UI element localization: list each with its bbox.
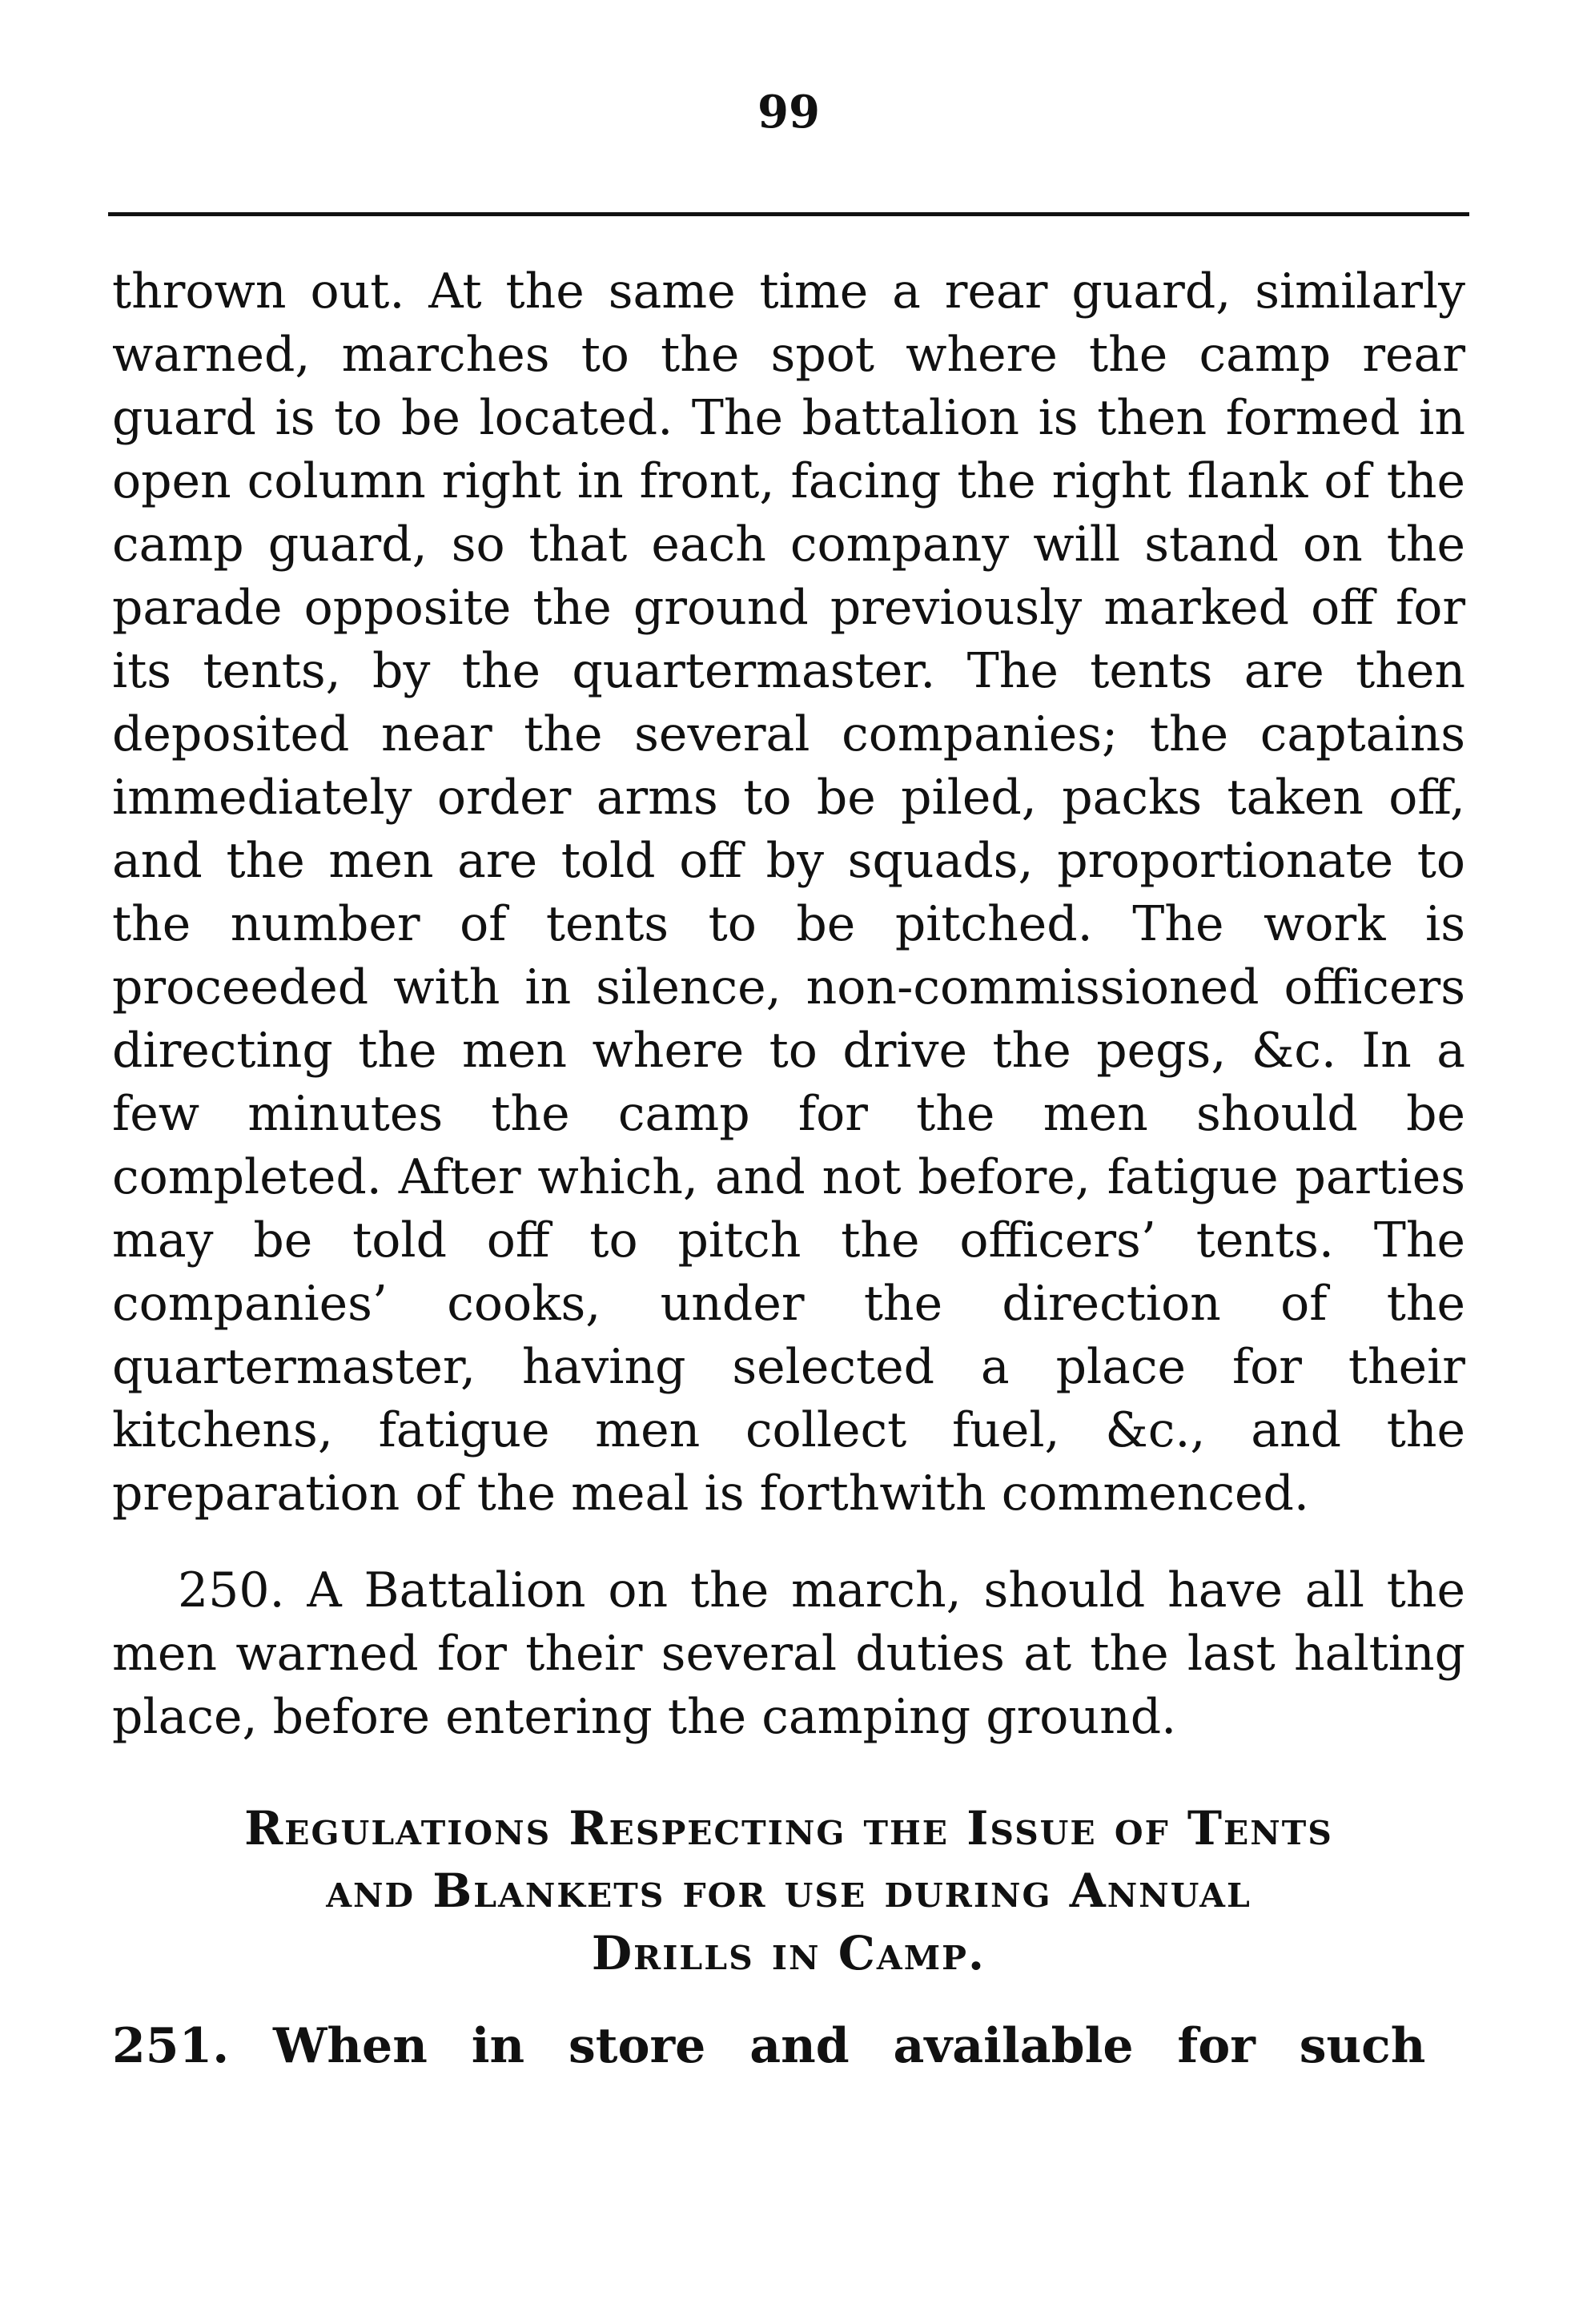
header-rule: [108, 212, 1469, 216]
heading-line-1: Regulations Respecting the Issue of Tents: [244, 1801, 1333, 1856]
paragraph-250: 250. A Battalion on the march, should have all the men warned for their several duties at the last halting place, before entering the camping ground.: [112, 1562, 1465, 1745]
page-number: 99: [757, 86, 820, 139]
section-heading: [112, 1797, 1465, 1984]
book-page: [112, 0, 1465, 2324]
page-body: [112, 260, 1465, 2078]
paragraph-251: 251. When in store and available for such: [112, 2018, 1426, 2074]
paragraph-continued: thrown out. At the same time a rear guard, similarly warned, marches to the spot where the camp rear guard is to be located. The battalion is then formed in open column right in front, facing the right flank of the camp guard, so that each company will stand on the parade opposite the ground previously marked off for its tents, by the quartermaster. The tents are then deposited near the several companies; the captains immediately order arms to be piled, packs taken off, and the men are told off by squads, proportionate to the number of tents to be pitched. The work is proceeded with in silence, non-commissioned officers directing the men where to drive the pegs, &c. In a few minutes the camp for the men should be completed. After which, and not before, fatigue parties may be told off to pitch the officers’ tents. The companies’ cooks, under the direction of the quartermaster, having selected a place for their kitchens, fatigue men collect fuel, &c., and the preparation of the meal is forthwith commenced.: [112, 263, 1465, 1522]
heading-line-3: Drills in Camp.: [591, 1926, 986, 1980]
heading-line-2: and Blankets for use during Annual: [326, 1864, 1252, 1918]
